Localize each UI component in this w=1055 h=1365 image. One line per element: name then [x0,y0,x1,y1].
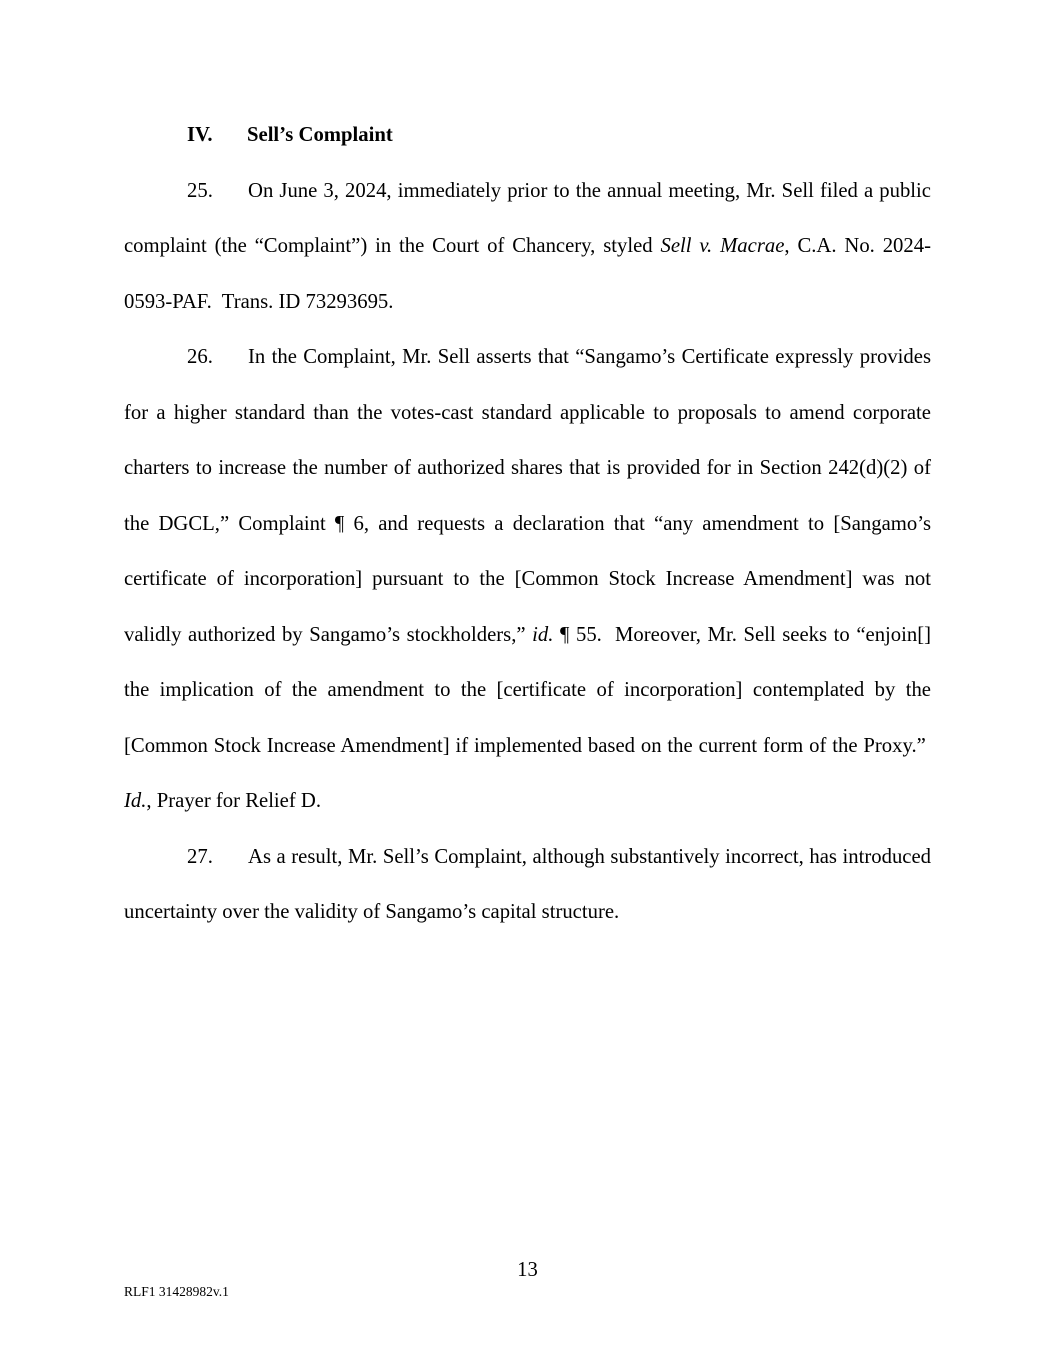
section-heading-title: Sell’s Complaint [247,124,393,146]
page-number: 13 [517,1259,538,1281]
paragraph-26-number: 26. [187,346,213,368]
paragraph-27 [124,830,931,941]
paragraph-26-text: In the Complaint, Mr. Sell asserts that “Sangamo’s Certificate expressly provides for a higher standard than the votes-cast standard applicable to proposals to amend corporate charters to increase the number of authorized shares that is provided for in Section 242(d)(2) of the DGCL,” Complaint ¶ 6, and requests a declaration that “any amendment to [Sangamo’s certificate of incorporation] pursuant to the [Common Stock Increase Amendment] was not validly authorized by Sangamo’s stockholders,” id. ¶ 55. Moreover, Mr. Sell seeks to “enjoin[] the implication of the amendment to the [certificate of incorporation] contemplated by the [Common Stock Increase Amendment] if implemented based on the current form of the Proxy.” Id., Prayer for Relief D. [124,346,931,812]
document-body [124,108,931,941]
section-heading-number: IV. [187,124,213,146]
paragraph-25-number: 25. [187,179,213,202]
paragraph-26 [124,330,931,830]
section-heading [124,108,931,164]
paragraph-25-text: On June 3, 2024, immediately prior to the annual meeting, Mr. Sell filed a public complaint (the “Complaint”) in the Court of Chancery, styled Sell v. Macrae, C.A. No. 2024-0593-PAF. Trans. ID 73293695. [124,179,931,313]
paragraph-25 [124,164,931,331]
paragraph-27-number: 27. [187,845,213,868]
paragraph-27-text: As a result, Mr. Sell’s Complaint, although substantively incorrect, has introduced uncertainty over the validity of Sangamo’s capital structure. [124,845,931,923]
footer-doc-id: RLF1 31428982v.1 [124,1284,229,1299]
